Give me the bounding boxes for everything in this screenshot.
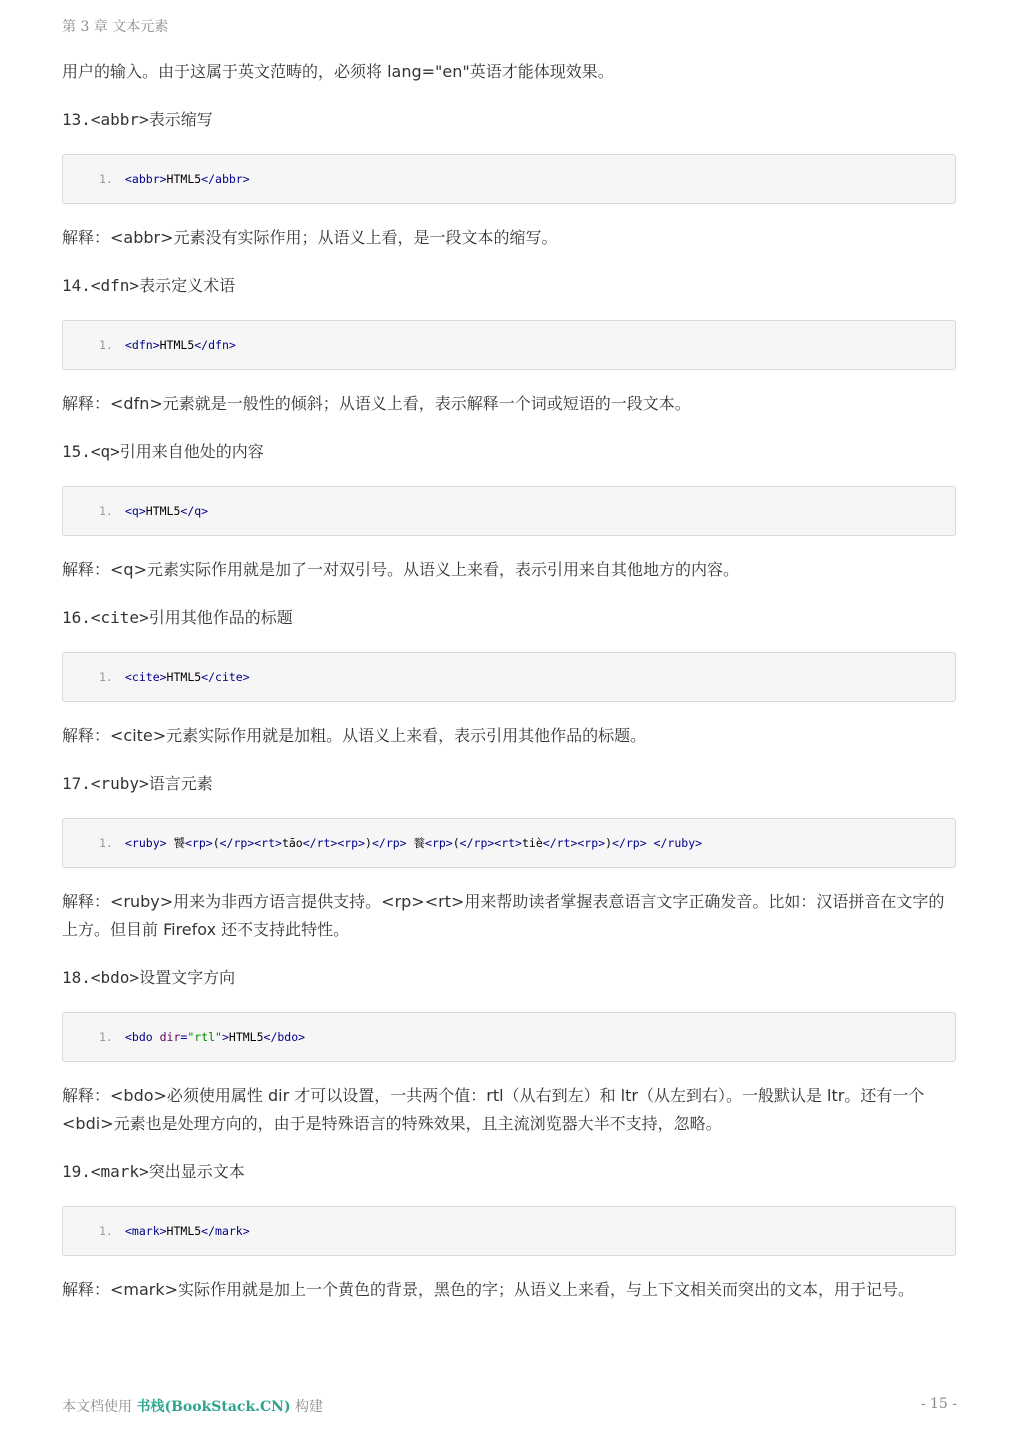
- code-token-tag: <abbr>: [125, 172, 167, 186]
- code-line: [125, 504, 208, 518]
- code-token-tag: <ruby>: [125, 836, 167, 850]
- code-line: [125, 1224, 250, 1238]
- code-token-str: "rtl": [187, 1030, 222, 1044]
- line-number: 1.: [99, 1030, 113, 1044]
- code-token-txt: tiè: [521, 836, 543, 850]
- brand-link[interactable]: 书栈(BookStack.CN): [136, 1399, 291, 1415]
- code-token-txt: 餮: [406, 836, 426, 850]
- code-token-attr: dir: [159, 1030, 181, 1044]
- code-token-tag: =: [180, 1030, 188, 1044]
- code-token-tag: </q>: [180, 504, 209, 518]
- code-token-txt: tāo: [281, 836, 303, 850]
- footer-credit: [62, 1396, 323, 1416]
- code-token-tag: <q>: [125, 504, 146, 518]
- code-block: [62, 320, 956, 370]
- sections-container: [62, 106, 956, 1304]
- code-token-txt: (: [212, 836, 220, 850]
- code-token-txt: ): [605, 836, 613, 850]
- line-number: 1.: [99, 1224, 113, 1238]
- section-explanation: 解释：<bdo>必须使用属性 dir 才可以设置，一共两个值：rtl（从右到左）和 ltr（从左到右）。一般默认是 ltr。还有一个<bdi>元素也是处理方向的，由于是特殊语言的特殊效果，且主流浏览器大半不支持，忽略。: [62, 1086, 925, 1133]
- code-line: [125, 835, 702, 851]
- code-token-txt: 饕: [166, 836, 185, 850]
- code-token-tag: </cite>: [201, 670, 250, 684]
- code-token-tag: </rt><rp>: [542, 836, 606, 850]
- line-number: 1.: [99, 338, 113, 352]
- code-token-txt: HTML5: [166, 1224, 202, 1238]
- code-token-tag: </dfn>: [194, 338, 236, 352]
- section-heading: 14.<dfn>表示定义术语: [62, 276, 236, 295]
- code-token-tag: </rt><rp>: [302, 836, 366, 850]
- code-line: [125, 338, 236, 352]
- code-token-tag: </bdo>: [263, 1030, 306, 1044]
- line-number: 1.: [99, 670, 113, 684]
- code-line: [125, 172, 250, 186]
- line-number: 1.: [99, 172, 113, 186]
- code-token-txt: [647, 836, 654, 850]
- section-explanation: 解释：<q>元素实际作用就是加了一对双引号。从语义上来看，表示引用来自其他地方的内容。: [62, 560, 739, 579]
- line-number: 1.: [99, 504, 113, 518]
- code-block: [62, 652, 956, 702]
- document-content: [62, 58, 956, 1324]
- section-heading: 15.<q>引用来自他处的内容: [62, 442, 264, 461]
- code-line: [125, 670, 250, 684]
- section-explanation: 解释：<abbr>元素没有实际作用；从语义上看，是一段文本的缩写。: [62, 228, 558, 247]
- section-heading: 17.<ruby>语言元素: [62, 774, 213, 793]
- code-token-tag: <bdo: [125, 1030, 160, 1044]
- section-explanation: 解释：<dfn>元素就是一般性的倾斜；从语义上看，表示解释一个词或短语的一段文本。: [62, 394, 691, 413]
- code-token-tag: <cite>: [125, 670, 167, 684]
- code-line: [125, 1030, 305, 1044]
- code-block: [62, 818, 956, 868]
- code-token-tag: <dfn>: [125, 338, 160, 352]
- code-block: [62, 486, 956, 536]
- section-explanation: 解释：<ruby>用来为非西方语言提供支持。<rp><rt>用来帮助读者掌握表意语言文字正确发音。比如：汉语拼音在文字的上方。但目前 Firefox 还不支持此特性。: [62, 892, 945, 939]
- code-token-tag: </rp>: [371, 836, 407, 850]
- code-token-txt: HTML5: [145, 504, 181, 518]
- footer-suffix: 构建: [290, 1399, 324, 1415]
- code-token-tag: </rp><rt>: [219, 836, 282, 850]
- code-token-tag: >: [221, 1030, 229, 1044]
- section-explanation: 解释：<mark>实际作用就是加上一个黄色的背景，黑色的字；从语义上来看，与上下文相关而突出的文本，用于记号。: [62, 1280, 915, 1299]
- code-token-txt: ): [365, 836, 372, 850]
- code-token-tag: </rp><rt>: [459, 836, 522, 850]
- code-token-txt: HTML5: [159, 338, 195, 352]
- code-block: [62, 1206, 956, 1256]
- code-token-tag: <rp>: [184, 836, 213, 850]
- code-block: [62, 1012, 956, 1062]
- code-block: [62, 154, 956, 204]
- code-token-txt: HTML5: [228, 1030, 264, 1044]
- chapter-header: 第 3 章 文本元素: [62, 19, 169, 35]
- code-token-txt: HTML5: [166, 172, 202, 186]
- code-token-tag: </abbr>: [201, 172, 250, 186]
- page-number: - 15 -: [920, 1396, 957, 1412]
- line-number: 1.: [99, 836, 113, 850]
- footer-prefix: 本文档使用: [62, 1399, 137, 1415]
- section-explanation: 解释：<cite>元素实际作用就是加粗。从语义上来看，表示引用其他作品的标题。: [62, 726, 647, 745]
- code-token-txt: HTML5: [166, 670, 202, 684]
- code-token-tag: </rp>: [612, 836, 647, 850]
- code-token-tag: </ruby>: [653, 836, 703, 850]
- section-heading: 19.<mark>突出显示文本: [62, 1162, 245, 1181]
- code-token-tag: <rp>: [425, 836, 453, 850]
- code-token-txt: (: [452, 836, 460, 850]
- section-heading: 16.<cite>引用其他作品的标题: [62, 608, 293, 627]
- section-heading: 18.<bdo>设置文字方向: [62, 968, 236, 987]
- code-token-tag: </mark>: [201, 1224, 250, 1238]
- code-token-tag: <mark>: [125, 1224, 167, 1238]
- section-heading: 13.<abbr>表示缩写: [62, 110, 213, 129]
- intro-paragraph: 用户的输入。由于这属于英文范畴的，必须将 lang="en"英语才能体现效果。: [62, 62, 614, 81]
